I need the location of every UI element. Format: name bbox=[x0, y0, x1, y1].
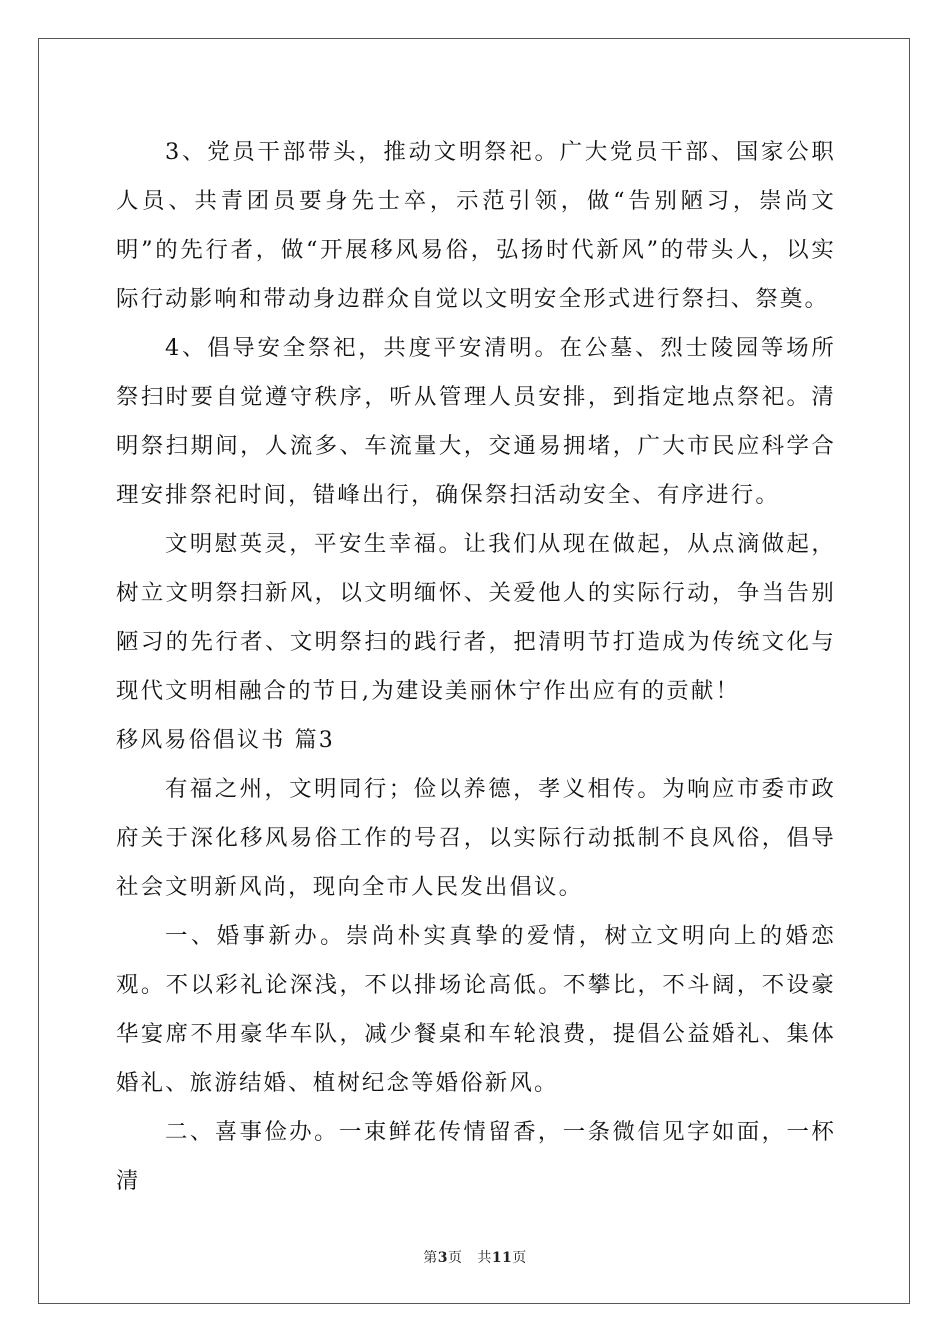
page-footer bbox=[0, 1247, 950, 1267]
footer-prefix: 第 bbox=[423, 1250, 438, 1266]
document-body bbox=[116, 128, 836, 1206]
paragraph-closing: 文明慰英灵，平安生幸福。让我们从现在做起，从点滴做起，树立文明祭扫新风，以文明缅怀、关爱他人的实际行动，争当告别陋习的先行者、文明祭扫的践行者，把清明节打造成为传统文化与现代文明相融合的节日,为建设美丽休宁作出应有的贡献！ bbox=[116, 531, 836, 704]
footer-total-prefix: 共 bbox=[477, 1250, 492, 1266]
footer-page-suffix: 页 bbox=[447, 1250, 463, 1266]
section-paragraph-celebration: 二、喜事俭办。一束鲜花传情留香，一条微信见字如面，一杯清 bbox=[116, 1119, 836, 1194]
section-heading: 移风易俗倡议书 篇3 bbox=[116, 728, 335, 753]
section-paragraph-wedding: 一、婚事新办。崇尚朴实真挚的爱情，树立文明向上的婚恋观。不以彩礼论深浅，不以排场论高低。不攀比，不斗阔，不设豪华宴席不用豪华车队，减少餐桌和车轮浪费，提倡公益婚礼、集体婚礼、旅游结婚、植树纪念等婚俗新风。 bbox=[116, 923, 836, 1096]
paragraph-3: 3、党员干部带头，推动文明祭祀。广大党员干部、国家公职人员、共青团员要身先士卒，示范引领，做“告别陋习，崇尚文明”的先行者，做“开展移风易俗，弘扬时代新风”的带头人，以实际行动影响和带动身边群众自觉以文明安全形式进行祭扫、祭奠。 bbox=[116, 139, 836, 312]
footer-page-number: 3 bbox=[437, 1250, 448, 1266]
section-paragraph-intro: 有福之州，文明同行；俭以养德，孝义相传。为响应市委市政府关于深化移风易俗工作的号召，以实际行动抵制不良风俗，倡导社会文明新风尚，现向全市人民发出倡议。 bbox=[116, 776, 836, 900]
footer-total-suffix: 页 bbox=[512, 1250, 527, 1266]
paragraph-4: 4、倡导安全祭祀，共度平安清明。在公墓、烈士陵园等场所祭扫时要自觉遵守秩序，听从管理人员安排，到指定地点祭祀。清明祭扫期间，人流多、车流量大，交通易拥堵，广大市民应科学合理安排祭祀时间，错峰出行，确保祭扫活动安全、有序进行。 bbox=[116, 335, 836, 508]
footer-total-pages: 11 bbox=[491, 1250, 513, 1266]
